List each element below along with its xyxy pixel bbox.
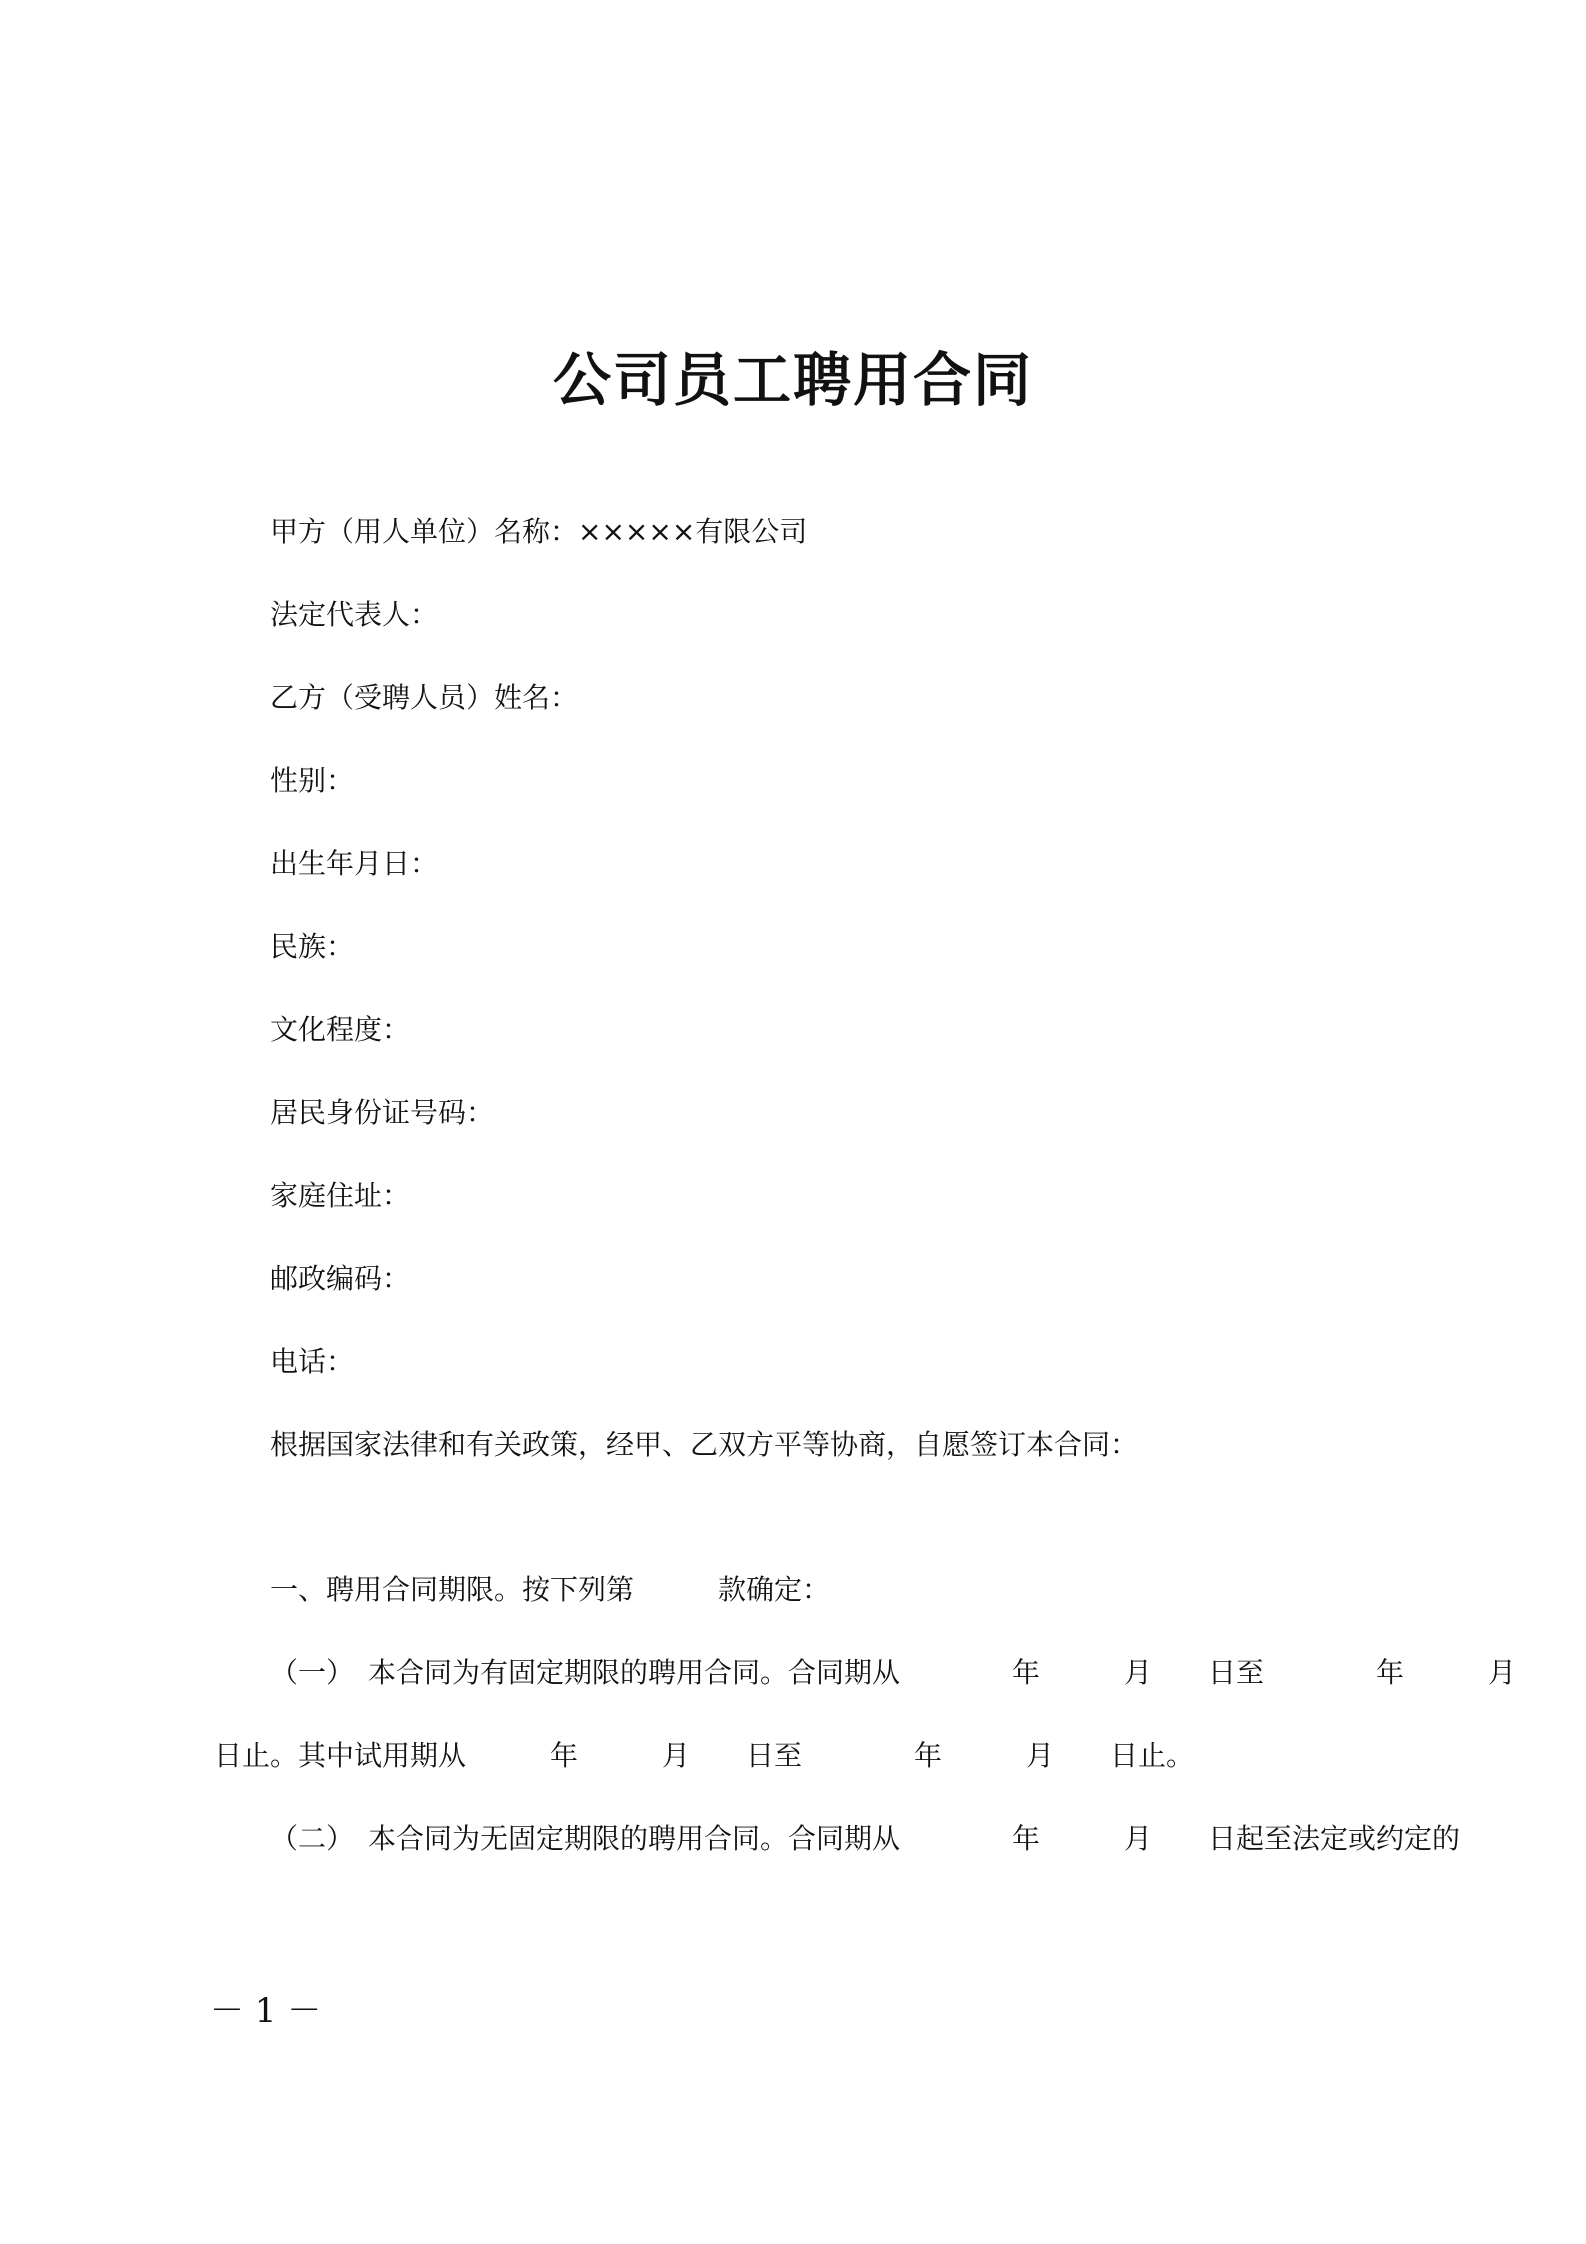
section-1-item-1-line-2: 日止。其中试用期从 年 月 日至 年 月 日止。 [214, 1739, 1195, 1772]
page-number: － 1 － [210, 1991, 322, 2031]
contract-title: 公司员工聘用合同 [552, 346, 1033, 414]
section-1-heading: 一、聘用合同期限。按下列第 款确定： [270, 1573, 831, 1606]
postal-code-field: 邮政编码： [270, 1262, 411, 1295]
employer-name-field: 甲方（用人单位）名称：×××××有限公司 [270, 515, 808, 548]
education-field: 文化程度： [270, 1013, 411, 1046]
section-1-item-2-line-1: （二） 本合同为无固定期限的聘用合同。合同期从 年 月 日起至法定或约定的 [270, 1822, 1461, 1855]
birth-date-field: 出生年月日： [270, 847, 439, 880]
phone-field: 电话： [270, 1345, 355, 1378]
gender-field: 性别： [270, 764, 355, 797]
home-address-field: 家庭住址： [270, 1179, 411, 1212]
id-number-field: 居民身份证号码： [270, 1096, 495, 1129]
employee-name-field: 乙方（受聘人员）姓名： [270, 681, 579, 714]
section-1-item-1-line-1: （一） 本合同为有固定期限的聘用合同。合同期从 年 月 日至 年 月 [270, 1656, 1517, 1689]
ethnicity-field: 民族： [270, 930, 355, 963]
preamble-paragraph: 根据国家法律和有关政策，经甲、乙双方平等协商，自愿签订本合同： [270, 1428, 1139, 1461]
legal-representative-field: 法定代表人： [270, 598, 439, 631]
